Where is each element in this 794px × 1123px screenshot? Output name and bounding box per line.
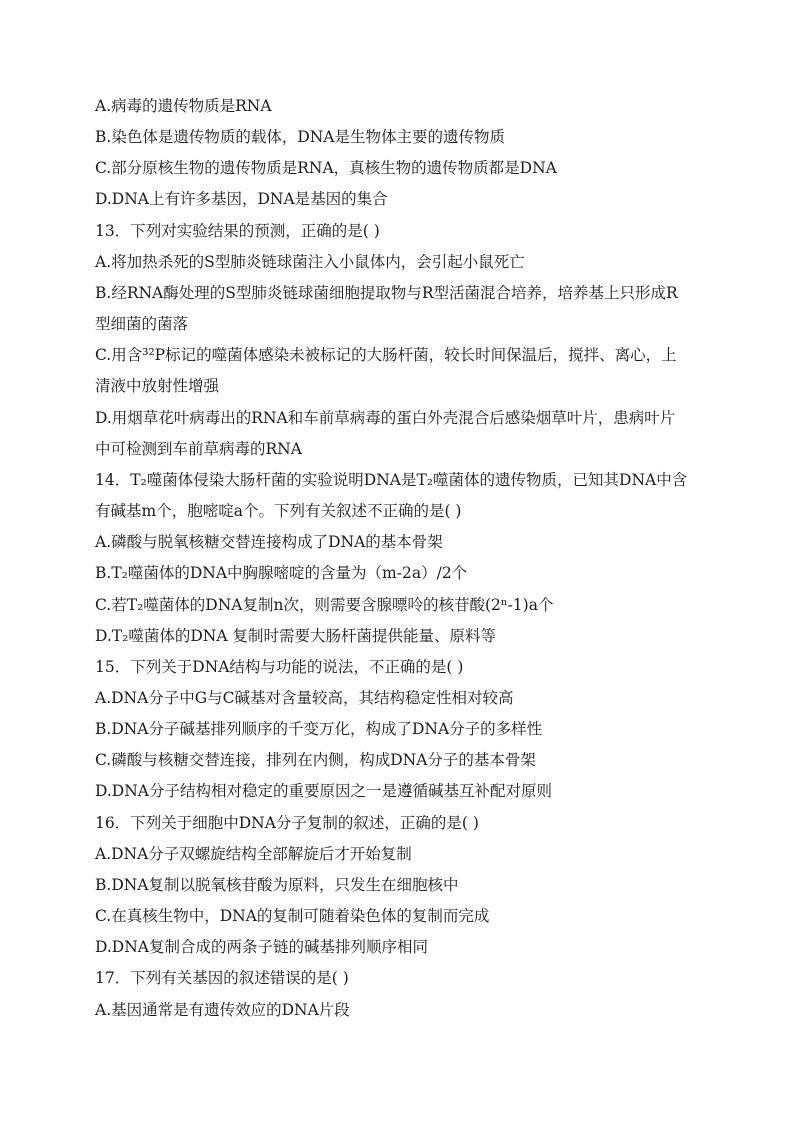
option-line: B.经RNA酶处理的S型肺炎链球菌细胞提取物与R型活菌混合培养，培养基上只形成R [95,284,678,302]
option-line: A.将加热杀死的S型肺炎链球菌注入小鼠体内，会引起小鼠死亡 [95,253,525,271]
option-line: D.T₂噬菌体的DNA 复制时需要大肠杆菌提供能量、原料等 [95,627,496,645]
question-14-continued: 有碱基m个，胞嘧啶a个。下列有关叙述不正确的是( ) [95,502,462,520]
question-15: 15．下列关于DNA结构与功能的说法，不正确的是( ) [95,658,464,676]
option-line-continued: 清液中放射性增强 [95,377,220,395]
option-line: B.T₂噬菌体的DNA中胸腺嘧啶的含量为（m-2a）/2个 [95,564,468,582]
option-line: D.DNA上有许多基因，DNA是基因的集合 [95,190,388,208]
option-line: C.在真核生物中，DNA的复制可随着染色体的复制而完成 [95,907,490,925]
option-line: A.DNA分子双螺旋结构全部解旋后才开始复制 [95,845,412,863]
option-line: A.DNA分子中G与C碱基对含量较高，其结构稳定性相对较高 [95,689,514,707]
option-line-continued: 中可检测到车前草病毒的RNA [95,440,302,458]
option-line: C.用含³²P标记的噬菌体感染未被标记的大肠杆菌，较长时间保温后，搅拌、离心，上 [95,346,677,364]
option-line: D.用烟草花叶病毒出的RNA和车前草病毒的蛋白外壳混合后感染烟草叶片，患病叶片 [95,409,676,427]
option-line: D.DNA分子结构相对稳定的重要原因之一是遵循碱基互补配对原则 [95,782,552,800]
option-line: C.磷酸与核糖交替连接，排列在内侧，构成DNA分子的基本骨架 [95,751,536,769]
option-line: C.部分原核生物的遗传物质是RNA，真核生物的遗传物质都是DNA [95,159,557,177]
question-16: 16．下列关于细胞中DNA分子复制的叙述，正确的是( ) [95,814,479,832]
question-17: 17．下列有关基因的叙述错误的是( ) [95,969,349,987]
question-14: 14．T₂噬菌体侵染大肠杆菌的实验说明DNA是T₂噬菌体的遗传物质，已知其DNA中含 [95,471,688,489]
option-line: A.磷酸与脱氧核糖交替连接构成了DNA的基本骨架 [95,533,443,551]
option-line: C.若T₂噬菌体的DNA复制n次，则需要含腺嘌呤的核苷酸(2ⁿ-1)a个 [95,596,554,614]
option-line-continued: 型细菌的菌落 [95,315,189,333]
option-line: B.DNA复制以脱氧核苷酸为原料，只发生在细胞核中 [95,876,459,894]
option-line: B.染色体是遗传物质的载体，DNA是生物体主要的遗传物质 [95,128,506,146]
option-line: A.基因通常是有遗传效应的DNA片段 [95,1001,350,1019]
option-line: A.病毒的遗传物质是RNA [95,97,272,115]
option-line: B.DNA分子碱基排列顺序的千变万化，构成了DNA分子的多样性 [95,720,543,738]
question-13: 13．下列对实验结果的预测，正确的是( ) [95,222,380,240]
option-line: D.DNA复制合成的两条子链的碱基排列顺序相同 [95,938,428,956]
